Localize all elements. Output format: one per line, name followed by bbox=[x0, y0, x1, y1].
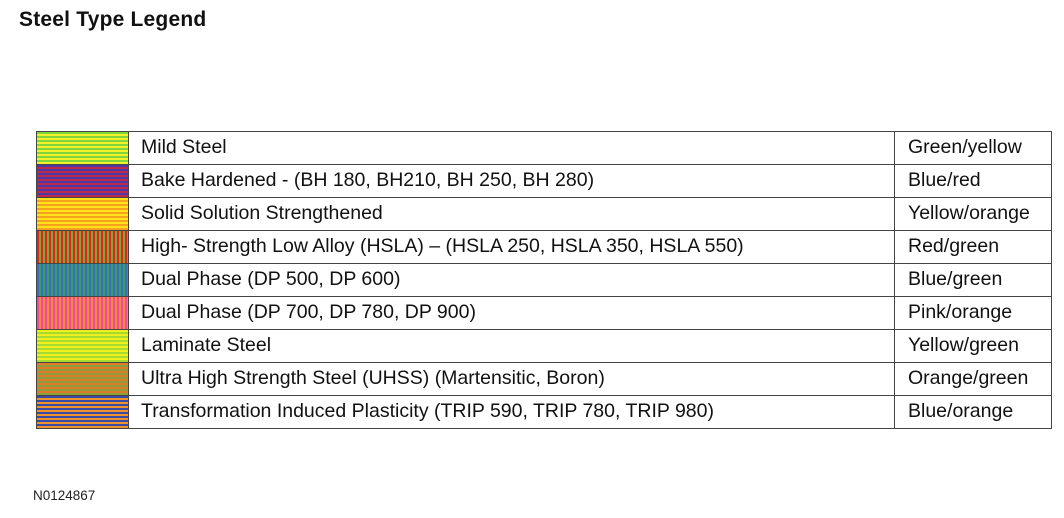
legend-row bbox=[37, 396, 1052, 429]
legend-row bbox=[37, 264, 1052, 297]
legend-row bbox=[37, 363, 1052, 396]
page-title: Steel Type Legend bbox=[19, 8, 207, 31]
legend-row bbox=[37, 330, 1052, 363]
color-swatch bbox=[37, 264, 128, 296]
color-description: Blue/green bbox=[895, 264, 1052, 297]
color-swatch bbox=[37, 297, 128, 329]
figure-code: N0124867 bbox=[33, 488, 96, 503]
color-swatch bbox=[37, 132, 128, 164]
color-swatch-cell bbox=[37, 165, 129, 198]
color-swatch-cell bbox=[37, 231, 129, 264]
color-swatch-cell bbox=[37, 363, 129, 396]
color-swatch bbox=[37, 330, 128, 362]
legend-row bbox=[37, 198, 1052, 231]
color-description: Orange/green bbox=[895, 363, 1052, 396]
color-description: Green/yellow bbox=[895, 132, 1052, 165]
steel-type-name: Bake Hardened - (BH 180, BH210, BH 250, BH 280) bbox=[129, 165, 895, 198]
color-swatch-cell bbox=[37, 297, 129, 330]
legend-row bbox=[37, 297, 1052, 330]
color-swatch bbox=[37, 198, 128, 230]
color-swatch bbox=[37, 165, 128, 197]
color-swatch-cell bbox=[37, 396, 129, 429]
steel-type-name: Dual Phase (DP 700, DP 780, DP 900) bbox=[129, 297, 895, 330]
steel-type-name: Ultra High Strength Steel (UHSS) (Martensitic, Boron) bbox=[129, 363, 895, 396]
color-description: Red/green bbox=[895, 231, 1052, 264]
color-swatch-cell bbox=[37, 264, 129, 297]
legend-row bbox=[37, 165, 1052, 198]
color-swatch-cell bbox=[37, 198, 129, 231]
steel-type-name: Laminate Steel bbox=[129, 330, 895, 363]
color-swatch-cell bbox=[37, 330, 129, 363]
color-description: Yellow/green bbox=[895, 330, 1052, 363]
steel-type-name: High- Strength Low Alloy (HSLA) – (HSLA 250, HSLA 350, HSLA 550) bbox=[129, 231, 895, 264]
color-description: Pink/orange bbox=[895, 297, 1052, 330]
steel-type-legend-table bbox=[36, 131, 1052, 429]
color-description: Blue/orange bbox=[895, 396, 1052, 429]
color-description: Yellow/orange bbox=[895, 198, 1052, 231]
legend-row bbox=[37, 231, 1052, 264]
color-swatch-cell bbox=[37, 132, 129, 165]
legend-row bbox=[37, 132, 1052, 165]
steel-type-name: Dual Phase (DP 500, DP 600) bbox=[129, 264, 895, 297]
steel-type-name: Mild Steel bbox=[129, 132, 895, 165]
color-swatch bbox=[37, 396, 128, 428]
color-description: Blue/red bbox=[895, 165, 1052, 198]
color-swatch bbox=[37, 363, 128, 395]
steel-type-name: Transformation Induced Plasticity (TRIP 590, TRIP 780, TRIP 980) bbox=[129, 396, 895, 429]
color-swatch bbox=[37, 231, 128, 263]
steel-type-name: Solid Solution Strengthened bbox=[129, 198, 895, 231]
